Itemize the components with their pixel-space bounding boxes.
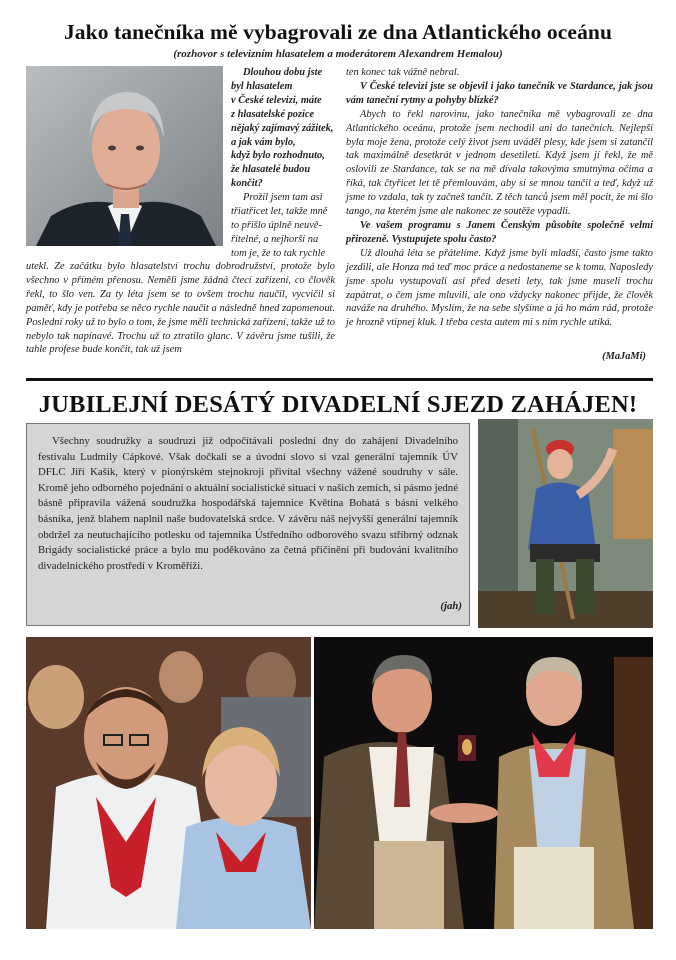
answer-continuation: ten konec tak vážně nebral. <box>346 67 460 78</box>
article-body <box>38 434 458 574</box>
photo-woman-pitchfork <box>478 419 653 628</box>
answer-2: Abych to řekl narovinu, jako tanečníka mě vybagrovali ze dna Atlantického oceánu, protože jsem nechodil ani do tanečních. Nejlepší byla moje žena, protože celý život jsem uváděl plesy, kde jsem si zatančil tak maximálně desetkrát v jednom desetiletí. Když jsem jí řekl, že mě oslovili ze Stardance, tak se na mě dívala takovýma smutnýma očima a říká, tak čtyřicet let tě přemlouvám, aby si se mnou tančil a teď, když už jsme to vzdala, tak ty začneš tančit. Z těch tanců jsem měl pocit, že mi šlo tango, na kterém jsme ale nakonec ze soutěže vypadli. <box>346 108 653 218</box>
answer-line: řitelné, a nejhorší na <box>231 233 319 245</box>
question-line: v České televizi, máte <box>231 94 322 106</box>
photo-award-stage <box>314 637 653 929</box>
section-divider <box>26 378 653 381</box>
question-line: a jak vám bylo, <box>231 136 296 148</box>
question-line: byl hlasatelem <box>231 80 293 92</box>
question-3: Ve vašem programu s Janem Čenským působíte společně velmi přirozeně. Vystupujete spolu často? <box>346 219 653 245</box>
question-line: nějaký zajímavý zážitek, <box>231 122 334 134</box>
question-line: Dlouhou dobu jste <box>243 67 323 78</box>
question-2: V České televizi jste se objevil i jako tanečník ve Stardance, jak jsou vám taneční rytmy a pohyby blízké? <box>346 80 653 106</box>
signature-majami: (MaJaMi) <box>602 351 646 362</box>
headline-interview: Jako tanečníka mě vybagrovali ze dna Atlantického oceánu <box>63 20 613 44</box>
photo-portrait-hemala <box>26 66 223 246</box>
question-line: z hlasatelské pozice <box>231 108 315 120</box>
article-paragraph: Všechny soudružky a soudruzi již odpočítávali poslední dny do zahájení Divadelního festivalu Ludmily Cápkové. Však dočkali se a úvodní slovo si vzal generální tajemník ÚV DFLC Jiří Kašík, který v pionýrském stejnokroji přivítal všechny vážené soudruhy v sále. Kromě jeho odborného pojednání o aktuální socialistické situaci v našich zemích, si pásmo jedné básně připravila vážená soudružka hospodářská tajemnice Květina Bohatá s básní velkého básníka, jenž blahem naplnil naše budovatelská srdce. V závěru náš nejvyšší generální tajemník obdržel za neutuchajícího potlesku od tajemníka Ústředního odborového svazu stříbrný odznak Brigády socialistické práce a bylo mu poděkováno za četná přičinění při budování kvalitního divadelnického prostředí v Kroměříži. <box>38 435 458 572</box>
answer-line: Prožil jsem tam asi <box>243 192 323 204</box>
question-line: končit? <box>231 178 263 190</box>
subtitle-interview: (rozhovor s televizním hlasatelem a moderátorem Alexandrem Hemalou) <box>173 48 503 60</box>
headline-sjezd: JUBILEJNÍ DESÁTÝ DIVADELNÍ SJEZD ZAHÁJEN! <box>38 391 638 418</box>
signature-jah: (jah) <box>440 600 462 612</box>
answer-3: Už dlouhá léta se přátelíme. Když jsme byli mladší, často jsme takto jezdili, ale Honza má teď moc práce a nedostaneme se k tomu. Naposledy jsme spolu vystupovali asi před deseti lety, tak jsme museli trochu zapátrat, o čem jsme mluvili, ale ono vždycky nakonec přijde, že člověk naváže na druhého. Myslím, že na sebe slyšíme a já ho mám rád, protože je hrozně vtipnej kluk. I třeba cesta autem mi s ním rychle utíká. <box>346 247 653 329</box>
interview-answer-1: utekl. Ze začátku bylo hlasatelství trochu dobrodružství, protože bylo všechno v přímém přenosu. Neměli jsme žádná čtecí zařízení, co člověk řekl, to šlo ven. Za ty léta jsem se to ovšem trochu naučil, vycvičil si paměť, kdy je potřeba se něco rychle naučit a následně hned zapomenout. Poslední roky už to bylo o tom, že jsme měli technická zařízení, takže už to nebylo tak napínavé. Trochu už to ztratilo glanc. V závěru jsme tušili, že tahle profese bude končit, tak už jsem <box>26 261 335 356</box>
answer-line: to přišlo úplně neuvě- <box>231 219 322 231</box>
question-line: že hlasatelé budou <box>231 164 311 176</box>
interview-lead-question <box>231 66 335 261</box>
interview-right-column <box>346 66 653 330</box>
answer-line: třiatřicet let, takže mně <box>231 206 328 218</box>
question-line: když bylo rozhodnuto, <box>231 150 325 162</box>
answer-line: tom je, že to tak rychle <box>231 247 326 259</box>
photo-audience-pioneers <box>26 637 311 929</box>
